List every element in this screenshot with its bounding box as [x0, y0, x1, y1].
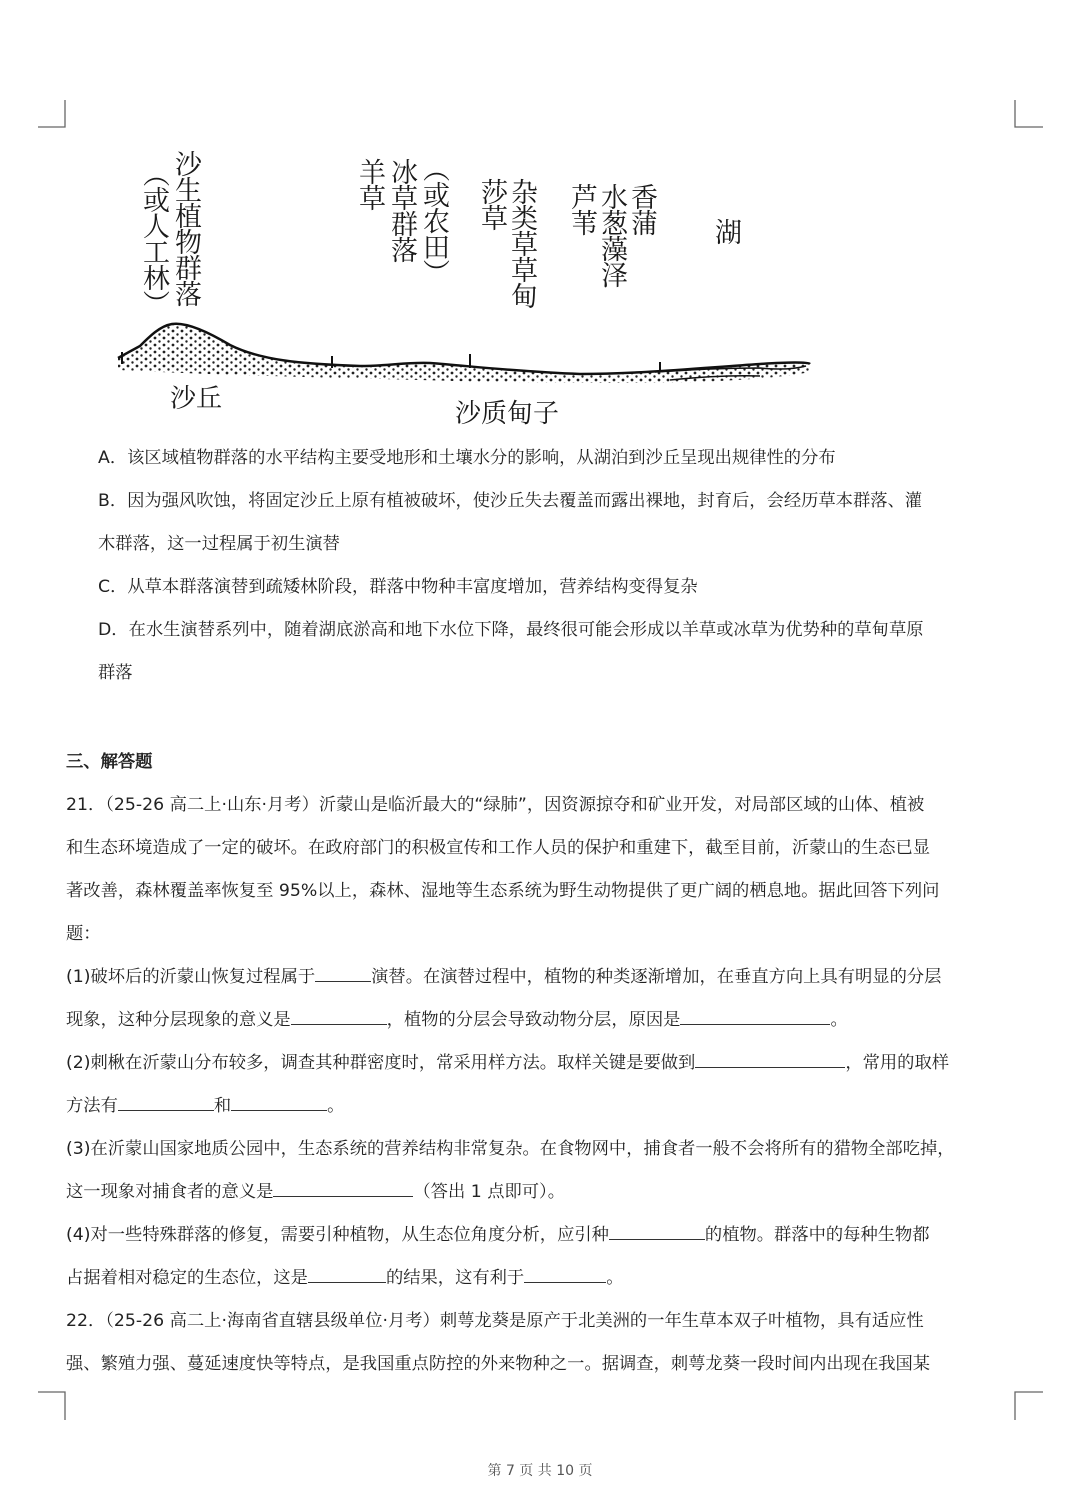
label-lake: 湖 [710, 218, 741, 244]
option-d-cont: 群落 [98, 663, 133, 683]
q21-stem-1: 21．（25-26 高二上·山东·月考）沂蒙山是临沂最大的“绿肺”，因资源掠夺和矿业开发，对局部区域的山体、植被 [66, 795, 925, 815]
answer-blank[interactable] [308, 1268, 386, 1283]
label-artificial-forest: （或人工林） [138, 160, 169, 316]
option-a: A．该区域植物群落的水平结构主要受地形和土壤水分的影响，从湖泊到沙丘呈现出规律性的分布 [98, 448, 836, 468]
q21-part4-line1: (4)对一些特殊群落的修复，需要引种植物，从生态位角度分析，应引种 的植物。群落中的每种生物都 [66, 1225, 930, 1245]
questions [66, 741, 1018, 1386]
q21-part3-line1: (3)在沂蒙山国家地质公园中，生态系统的营养结构非常复杂。在食物网中，捕食者一般不会将所有的猎物全部吃掉， [66, 1139, 955, 1159]
q22-stem-1: 22．（25-26 高二上·海南省直辖县级单位·月考）刺萼龙葵是原产于北美洲的一年生草本双子叶植物，具有适应性 [66, 1311, 924, 1331]
option-d: D．在水生演替系列中，随着湖底淤高和地下水位下降，最终很可能会形成以羊草或冰草为优势种的草甸草原 [98, 620, 924, 640]
label-cattail: 香蒲 [626, 183, 657, 235]
succession-figure [0, 0, 1080, 440]
q21-part2-line2: 方法有 和 。 [66, 1096, 345, 1116]
answer-blank[interactable] [524, 1268, 606, 1283]
label-marsh: 水葱藻泽 [596, 183, 627, 287]
answer-blank[interactable] [315, 967, 371, 982]
q21-part3-line2: 这一现象对捕食者的意义是 （答出 1 点即可）。 [66, 1182, 565, 1202]
label-bing-grass: 冰草群落 [386, 158, 417, 262]
q21-stem-4: 题： [66, 924, 101, 944]
answer-blank[interactable] [695, 1053, 845, 1068]
answer-blank[interactable] [609, 1225, 705, 1240]
answer-blank[interactable] [273, 1182, 413, 1197]
q21-part2-line1: (2)刺楸在沂蒙山分布较多，调查其种群密度时，常采用样方法。取样关键是要做到 ，常用的取样 [66, 1053, 950, 1073]
q21-part4-line2: 占据着相对稳定的生态位，这是 的结果，这有利于 。 [66, 1268, 624, 1288]
label-sandy-meadow: 沙质甸子 [455, 399, 560, 429]
label-sheep-grass: 羊草 [354, 158, 385, 210]
label-sand-plant: 沙生植物群落 [170, 150, 201, 306]
q22-stem-2: 强、繁殖力强、蔓延速度快等特点，是我国重点防控的外来物种之一。据调查，刺萼龙葵一段时间内出现在我国某 [66, 1354, 931, 1374]
q21-stem-3: 著改善，森林覆盖率恢复至 95%以上，森林、湿地等生态系统为野生动物提供了更广阔的栖息地。据此回答下列问 [66, 881, 940, 901]
page-footer: 第 7 页 共 10 页 [487, 1463, 593, 1479]
label-farmland: （或农田） [418, 155, 449, 285]
answer-blank[interactable] [680, 1010, 830, 1025]
option-b: B．因为强风吹蚀，将固定沙丘上原有植被破坏，使沙丘失去覆盖而露出裸地，封育后，会经历草本群落、灌 [98, 491, 923, 511]
option-c: C．从草本群落演替到疏矮林阶段，群落中物种丰富度增加，营养结构变得复杂 [98, 577, 698, 597]
answer-blank[interactable] [231, 1096, 327, 1111]
q21-part1-line2: 现象，这种分层现象的意义是 ，植物的分层会导致动物分层，原因是 。 [66, 1010, 848, 1030]
option-b-cont: 木群落，这一过程属于初生演替 [98, 534, 340, 554]
answer-blank[interactable] [118, 1096, 214, 1111]
label-reed: 芦苇 [566, 183, 597, 235]
q21-part1-line1: (1)破坏后的沂蒙山恢复过程属于 演替。在演替过程中，植物的种类逐渐增加，在垂直方向上具有明显的分层 [66, 967, 942, 987]
label-sedge: 莎草 [476, 178, 507, 230]
label-dune: 沙丘 [170, 384, 223, 414]
answer-blank[interactable] [291, 1010, 387, 1025]
answer-options [66, 437, 1018, 695]
label-meadow: 杂类草草甸 [506, 178, 537, 308]
crop-mark-bottom-right [1013, 1390, 1043, 1420]
section-title: 三、解答题 [66, 752, 153, 772]
q21-stem-2: 和生态环境造成了一定的破坏。在政府部门的积极宣传和工作人员的保护和重建下，截至目前，沂蒙山的生态已显 [66, 838, 931, 858]
crop-mark-bottom-left [38, 1390, 68, 1420]
